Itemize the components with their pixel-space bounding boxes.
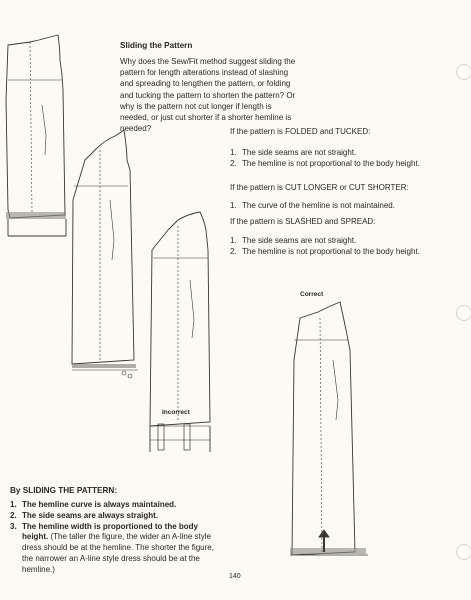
list-item bbox=[230, 236, 430, 247]
pattern-piece-cut bbox=[150, 212, 210, 452]
intro-line: pattern for length alterations instead of slashing bbox=[120, 68, 289, 78]
punch-hole-top bbox=[456, 64, 471, 80]
item-number: 1. bbox=[230, 201, 237, 210]
item-text: The hemline is not proportional to the body height. bbox=[242, 158, 420, 168]
list-item bbox=[230, 159, 430, 170]
item-number: 1. bbox=[10, 500, 17, 509]
item-number: 1. bbox=[230, 148, 237, 157]
item-number: 2. bbox=[10, 510, 17, 520]
item-note: (The taller the figure, the wider an A-line style dress should be at the hemline. The shorter the figure, the narrower an A-line style dress should be at the hemline.) bbox=[22, 532, 214, 574]
intro-line: and spreading to lengthen the pattern, or folding bbox=[120, 79, 291, 89]
list-item bbox=[230, 247, 430, 258]
item-number: 3. bbox=[10, 521, 17, 531]
punch-hole-bottom bbox=[456, 544, 471, 560]
correct-label: Correct bbox=[300, 291, 324, 298]
intro-line: Why does the Sew/Fit method suggest sliding the bbox=[120, 57, 296, 66]
pattern-piece-folded bbox=[72, 130, 138, 378]
folded-heading: If the pattern is FOLDED and TUCKED: bbox=[230, 127, 371, 136]
item-number: 2. bbox=[230, 246, 237, 256]
page-number: 140 bbox=[229, 573, 241, 580]
list-item bbox=[10, 511, 215, 522]
item-text: The hemline width is proportioned to the body height. bbox=[22, 521, 198, 542]
folded-list bbox=[230, 148, 430, 170]
sliding-list bbox=[10, 500, 215, 576]
incorrect-label: Incorrect bbox=[162, 409, 190, 416]
item-text: The side seams are not straight. bbox=[242, 236, 357, 245]
item-number: 1. bbox=[230, 236, 237, 245]
cut-heading: If the pattern is CUT LONGER or CUT SHORTER: bbox=[230, 183, 409, 192]
intro-paragraph bbox=[120, 56, 325, 134]
item-number: 2. bbox=[230, 158, 237, 168]
slashed-heading: If the pattern is SLASHED and SPREAD: bbox=[230, 217, 376, 226]
slashed-list bbox=[230, 236, 430, 258]
punch-hole-middle bbox=[456, 305, 471, 321]
list-item bbox=[10, 500, 215, 511]
list-item bbox=[10, 522, 215, 576]
sliding-heading: By SLIDING THE PATTERN: bbox=[10, 486, 118, 495]
intro-line: why is the pattern not cut longer if length is bbox=[120, 101, 272, 111]
item-text: The side seams are always straight. bbox=[22, 510, 159, 520]
item-text: The hemline is not proportional to the body height. bbox=[242, 246, 420, 256]
cut-list bbox=[230, 201, 430, 212]
item-text: The side seams are not straight. bbox=[242, 148, 357, 157]
list-item bbox=[230, 148, 430, 159]
list-item bbox=[230, 201, 430, 212]
section-title: Sliding the Pattern bbox=[120, 41, 193, 50]
item-text: The hemline curve is always maintained. bbox=[22, 500, 177, 509]
intro-line: needed? bbox=[120, 124, 152, 134]
intro-line: and tucking the pattern to shorten the pattern? Or bbox=[120, 90, 296, 100]
pattern-piece-slashed bbox=[6, 35, 66, 236]
pattern-piece-correct bbox=[290, 302, 368, 555]
item-text: The curve of the hemline is not maintained. bbox=[242, 201, 395, 210]
intro-line: needed, or just cut shorter if a shorter hemline is bbox=[120, 113, 292, 123]
